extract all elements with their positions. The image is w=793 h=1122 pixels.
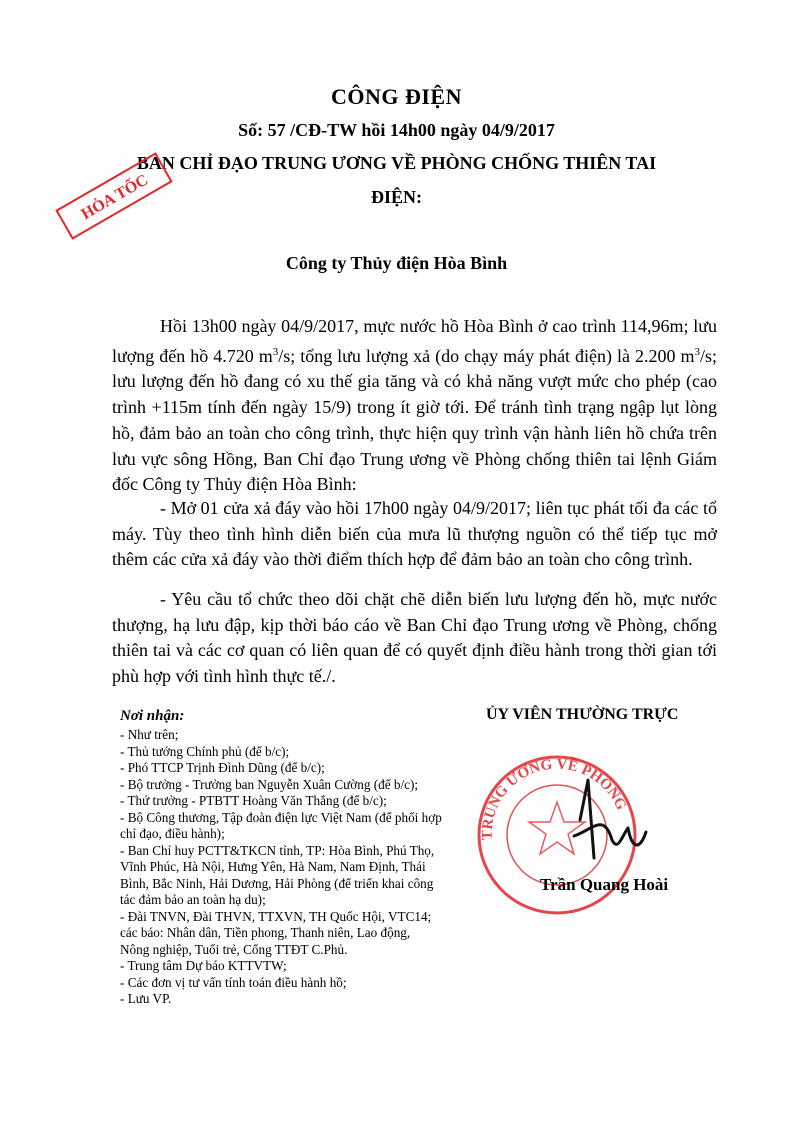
signer-name: Trần Quang Hoài — [540, 875, 669, 894]
body-paragraph-2: - Mở 01 cửa xả đáy vào hồi 17h00 ngày 04/9/2017; liên tục phát tối đa các tổ máy. Tùy theo tình hình diễn biến của mưa lũ thượng nguồn có thể tiếp tục mở thêm các cửa xả đáy vào thời điểm thích hợp để đảm bảo an toàn cho công trình. — [112, 498, 717, 570]
list-item: - Ban Chỉ huy PCTT&TKCN tỉnh, TP: Hòa Bình, Phú Thọ, Vĩnh Phúc, Hà Nội, Hưng Yên, Hà Nam, Nam Định, Thái Bình, Bắc Ninh, Hải Dương, Hải Phòng (để triển khai công tác đảm bảo an toàn hạ du); — [120, 842, 435, 907]
issuing-organization: BAN CHỈ ĐẠO TRUNG ƯƠNG VỀ PHÒNG CHỐNG THIÊN TAI — [136, 153, 657, 173]
list-item: - Trung tâm Dự báo KTTVTW; — [120, 958, 287, 973]
list-item: - Lưu VP. — [120, 991, 172, 1006]
recipients-title: Nơi nhận: — [120, 708, 185, 724]
list-item: - Thứ trưởng - PTBTT Hoàng Văn Thắng (để b/c); — [120, 793, 387, 808]
list-item: - Đài TNVN, Đài THVN, TTXVN, TH Quốc Hội, VTC14; các báo: Nhân dân, Tiền phong, Thanh niên, Lao động, Nông nghiệp, Tuổi trẻ, Cổng TTĐT C.Phủ. — [120, 908, 432, 957]
list-item: - Như trên; — [120, 727, 179, 742]
document-number: Số: 57 /CĐ-TW hồi 14h00 ngày 04/9/2017 — [238, 120, 555, 140]
list-item: - Thủ tướng Chính phủ (để b/c); — [120, 743, 290, 759]
list-item: - Phó TTCP Trịnh Đình Dũng (để b/c); — [120, 760, 325, 775]
urgent-stamp-text: HỎA TỐC — [78, 171, 152, 224]
list-item: - Bộ Công thương, Tập đoàn điện lực Việt Nam (để phối hợp chỉ đạo, điều hành); — [120, 809, 442, 841]
signer-position: ỦY VIÊN THƯỜNG TRỰC — [486, 706, 679, 723]
recipients-list — [120, 727, 442, 1008]
svg-text:TRUNG ƯƠNG VỀ PHÒNG: TRUNG ƯƠNG VỀ PHÒNG — [479, 756, 630, 841]
body-paragraph-1: Hồi 13h00 ngày 04/9/2017, mực nước hồ Hòa Bình ở cao trình 114,96m; lưu lượng đến hồ 4.720 $m^3/s$; tổng lưu lượng xả (do chạy máy phát điện) là 2.200 $m^3/s$; lưu lượng đến hồ đang có xu thế gia tăng và có khả năng vượt mức cho phép (cao trình +115m tính đến ngày 15/9) trong ít giờ tới. Để tránh tình trạng ngập lụt lòng hồ, đảm bảo an toàn cho công trình, thực hiện quy trình vận hành liên hồ chứa trên lưu vực sông Hồng, Ban Chỉ đạo Trung ương về Phòng chống thiên tai lệnh Giám đốc Công ty Thủy điện Hòa Bình: — [112, 316, 717, 495]
body-paragraph-3: - Yêu cầu tổ chức theo dõi chặt chẽ diễn biến lưu lượng đến hồ, mực nước thượng, hạ lưu đập, kịp thời báo cáo về Ban Chỉ đạo Trung ương về Phòng, chống thiên tai và các cơ quan có liên quan để có quyết định điều hành trong thời gian tới phù hợp với tình hình thực tế./. — [112, 589, 717, 687]
document-title: CÔNG ĐIỆN — [330, 84, 462, 109]
list-item: - Các đơn vị tư vấn tính toán điều hành hồ; — [120, 974, 347, 990]
recipient: Công ty Thủy điện Hòa Bình — [285, 253, 508, 273]
list-item: - Bộ trưởng - Trưởng ban Nguyễn Xuân Cường (để b/c); — [120, 776, 419, 792]
dien-label: ĐIỆN: — [370, 187, 422, 207]
